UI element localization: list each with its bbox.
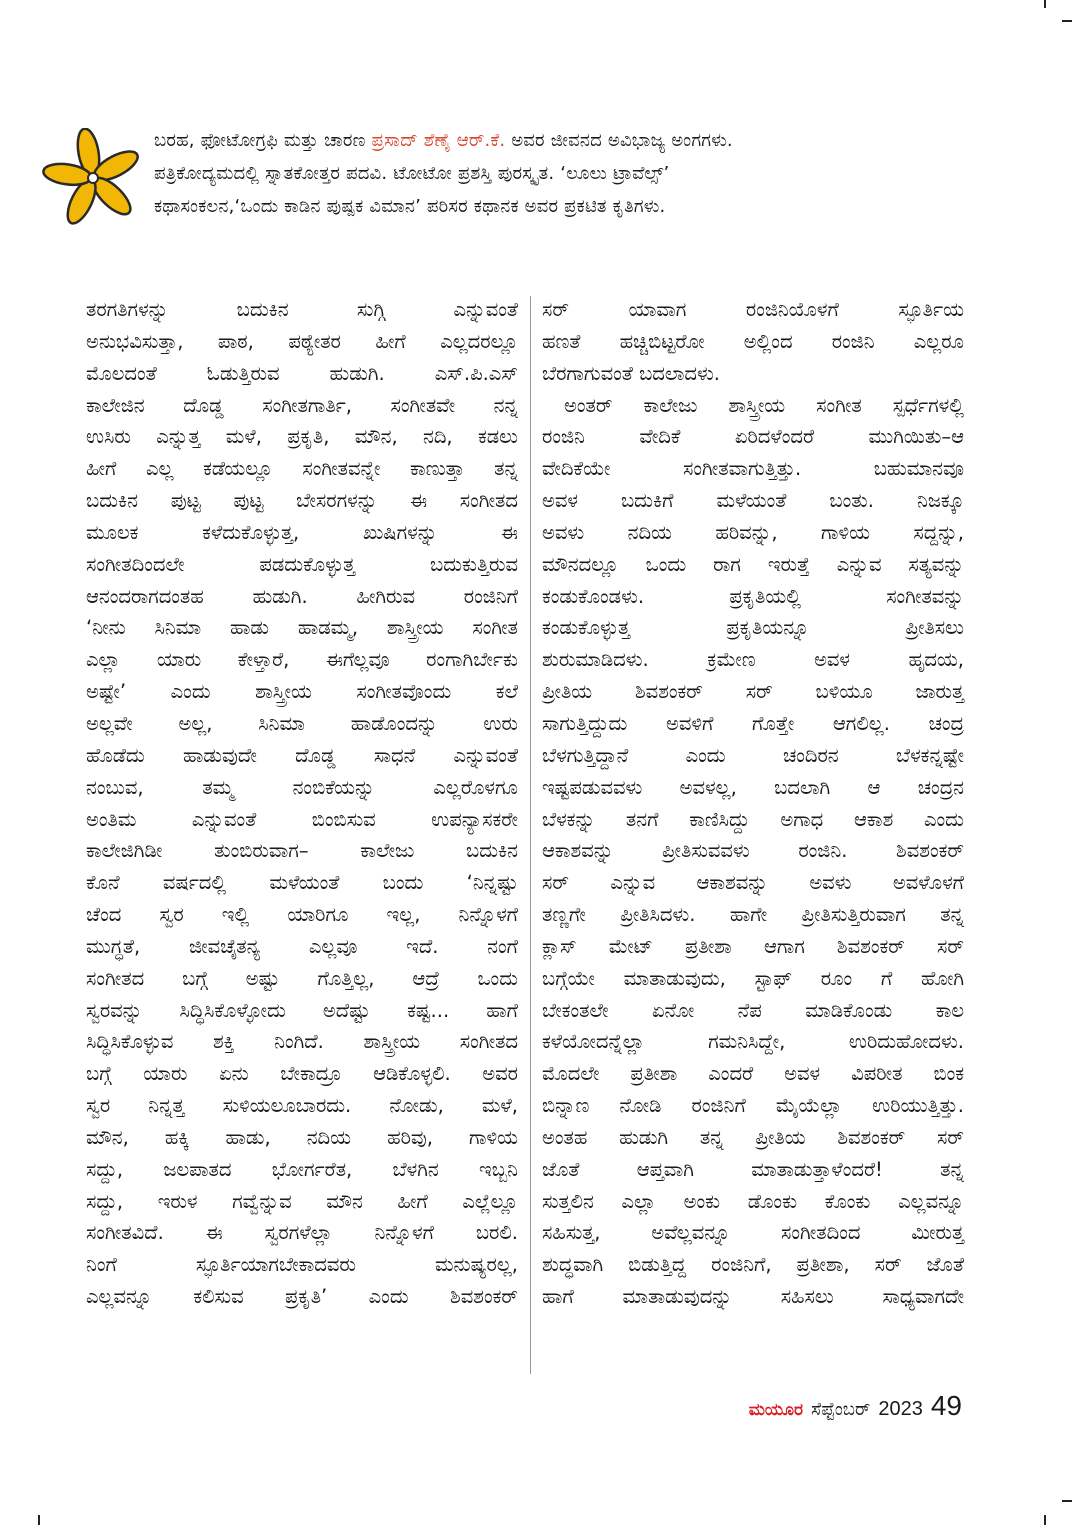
article-line: ನಂಬುವ, ತಮ್ಮ ನಂಬಿಕೆಯನ್ನು ಎಲ್ಲರೊಳಗೂ bbox=[86, 775, 518, 799]
article-line: ಕಾಲೇಜಿನ ದೊಡ್ಡ ಸಂಗೀತಗಾರ್ತಿ, ಸಂಗೀತವೇ ನನ್ನ bbox=[86, 393, 518, 417]
article-line: ಸದ್ದು, ಜಲಪಾತದ ಭೋರ್ಗರೆತ, ಬೆಳಗಿನ ಇಬ್ಬನಿ bbox=[86, 1157, 518, 1181]
article-line: ಹಣತೆ ಹಚ್ಚಿಬಿಟ್ಟರೋ ಅಲ್ಲಿಂದ ರಂಜಿನಿ ಎಲ್ಲರೂ bbox=[542, 329, 964, 353]
article-line: ಜೊತೆ ಆಪ್ತವಾಗಿ ಮಾತಾಡುತ್ತಾಳೆಂದರೆ! ತನ್ನ bbox=[542, 1157, 964, 1181]
bio-line-3-text: ಕಥಾಸಂಕಲನ,‘ಒಂದು ಕಾಡಿನ ಪುಷ್ಪಕ ವಿಮಾನ’ ಪರಿಸರ ಕಥಾನಕ ಅವರ ಪ್ರಕಟಿತ ಕೃತಿಗಳು. bbox=[154, 196, 666, 217]
article-line: ಸಂಗೀತದಿಂದಲೇ ಪಡದುಕೊಳ್ಳುತ್ತ ಬದುಕುತ್ತಿರುವ bbox=[86, 552, 518, 576]
article-line: ಅಂತಿಮ ಎನ್ನುವಂತೆ ಬಿಂಬಿಸುವ ಉಪನ್ಯಾಸಕರೇ bbox=[86, 807, 518, 831]
article-line: ಸದ್ದು, ಇರುಳ ಗವ್ವೆನ್ನುವ ಮೌನ ಹೀಗೆ ಎಲ್ಲೆಲ್ಲೂ bbox=[86, 1189, 518, 1213]
article-line: ಶುದ್ಧವಾಗಿ ಬಿಡುತ್ತಿದ್ದ ರಂಜಿನಿಗೆ, ಪ್ರತೀಶಾ, ಸರ್ ಜೊತೆ bbox=[542, 1253, 964, 1277]
article-line: ಎಲ್ಲಾ ಯಾರು ಕೇಳ್ತಾರೆ, ಈಗೆಲ್ಲವೂ ರಂಗಾಗಿರ್ಬೇಕು bbox=[86, 648, 518, 672]
flower-icon bbox=[38, 128, 148, 228]
article-line: ಅಂತರ್ ಕಾಲೇಜು ಶಾಸ್ತ್ರೀಯ ಸಂಗೀತ ಸ್ಪರ್ಧೆಗಳಲ್ಲಿ bbox=[564, 393, 964, 417]
article-line: ಕಳೆಯೋದನ್ನೆಲ್ಲಾ ಗಮನಿಸಿದ್ದೇ, ಉರಿದುಹೋದಳು. bbox=[542, 1030, 964, 1054]
article-line: ಅಷ್ಟೇ’ ಎಂದು ಶಾಸ್ತ್ರೀಯ ಸಂಗೀತವೊಂದು ಕಲೆ bbox=[86, 680, 518, 704]
article-line: ಮೊಲದಂತೆ ಓಡುತ್ತಿರುವ ಹುಡುಗಿ. ಎಸ್.ಪಿ.ಎಸ್ bbox=[86, 361, 518, 385]
article-line: ಹಾಗೆ ಮಾತಾಡುವುದನ್ನು ಸಹಿಸಲು ಸಾಧ್ಯವಾಗದೇ bbox=[542, 1285, 964, 1309]
article-line: ಬಗ್ಗೆ ಯಾರು ಏನು ಬೇಕಾದ್ರೂ ಆಡಿಕೊಳ್ಳಲಿ. ಅವರ bbox=[86, 1062, 518, 1086]
magazine-name: ಮಯೂರ bbox=[748, 1400, 803, 1420]
article-column-left bbox=[86, 294, 518, 1313]
article-line: ವೇದಿಕೆಯೇ ಸಂಗೀತವಾಗುತ್ತಿತ್ತು. ಬಹುಮಾನವೂ bbox=[542, 457, 964, 481]
article-line: ಕಂಡುಕೊಂಡಳು. ಪ್ರಕೃತಿಯಲ್ಲಿ ಸಂಗೀತವನ್ನು bbox=[542, 584, 964, 608]
article-line: ಅವಳು ನದಿಯ ಹರಿವನ್ನು, ಗಾಳಿಯ ಸದ್ದನ್ನು, bbox=[542, 520, 964, 544]
bio-line-3 bbox=[154, 190, 974, 223]
article-line: ಸಂಗೀತದ ಬಗ್ಗೆ ಅಷ್ಟು ಗೊತ್ತಿಲ್ಲ, ಆದ್ರೆ ಒಂದು bbox=[86, 966, 518, 990]
crop-mark-bottom-right bbox=[1044, 1515, 1046, 1525]
article-line: ಬಿನ್ನಾಣ ನೋಡಿ ರಂಜಿನಿಗೆ ಮೈಯೆಲ್ಲಾ ಉರಿಯುತ್ತಿತ್ತು. bbox=[542, 1094, 964, 1118]
article-line: ಮೊದಲೇ ಪ್ರತೀಶಾ ಎಂದರೆ ಅವಳ ವಿಪರೀತ ಬಿಂಕ bbox=[542, 1062, 964, 1086]
crop-mark-right-upper bbox=[1062, 20, 1072, 22]
article-line: ಇಷ್ಟಪಡುವವಳು ಅವಳಲ್ಲ, ಬದಲಾಗಿ ಆ ಚಂದ್ರನ bbox=[542, 775, 964, 799]
article-line: ಚೆಂದ ಸ್ವರ ಇಲ್ಲಿ ಯಾರಿಗೂ ಇಲ್ಲ, ನಿನ್ನೊಳಗೆ bbox=[86, 903, 518, 927]
article-line: ಪ್ರೀತಿಯ ಶಿವಶಂಕರ್ ಸರ್ ಬಳಿಯೂ ಜಾರುತ್ತ bbox=[542, 680, 964, 704]
article-line: ತಣ್ಣಗೇ ಪ್ರೀತಿಸಿದಳು. ಹಾಗೇ ಪ್ರೀತಿಸುತ್ತಿರುವಾಗ ತನ್ನ bbox=[542, 903, 964, 927]
page-number: 49 bbox=[930, 1390, 962, 1421]
article-line: ಅಲ್ಲವೇ ಅಲ್ಲ, ಸಿನಿಮಾ ಹಾಡೊಂದನ್ನು ಉರು bbox=[86, 711, 518, 735]
crop-mark-bottom-left bbox=[38, 1515, 40, 1525]
article-line: ಸ್ವರ ನಿನ್ನತ್ತ ಸುಳಿಯಲೂಬಾರದು. ನೋಡು, ಮಳೆ, bbox=[86, 1094, 518, 1118]
article-line: ಮೌನದಲ್ಲೂ ಒಂದು ರಾಗ ಇರುತ್ತೆ ಎನ್ನುವ ಸತ್ಯವನ್ನು bbox=[542, 552, 964, 576]
article-line: ಮುಗ್ಧತೆ, ಜೀವಚೈತನ್ಯ ಎಲ್ಲವೂ ಇದೆ. ನಂಗೆ bbox=[86, 934, 518, 958]
article-line: ಸಿದ್ಧಿಸಿಕೊಳ್ಳುವ ಶಕ್ತಿ ನಿಂಗಿದೆ. ಶಾಸ್ತ್ರೀಯ ಸಂಗೀತದ bbox=[86, 1030, 518, 1054]
article-line: ಸುತ್ತಲಿನ ಎಲ್ಲಾ ಅಂಕು ಡೊಂಕು ಕೊಂಕು ಎಲ್ಲವನ್ನೂ bbox=[542, 1189, 964, 1213]
issue-month: ಸೆಪ್ಟೆಂಬರ್ bbox=[810, 1399, 871, 1420]
article-line: ಶುರುಮಾಡಿದಳು. ಕ್ರಮೇಣ ಅವಳ ಹೃದಯ, bbox=[542, 648, 964, 672]
article-line: ಉಸಿರು ಎನ್ನುತ್ತ ಮಳೆ, ಪ್ರಕೃತಿ, ಮೌನ, ನದಿ, ಕಡಲು bbox=[86, 425, 518, 449]
article-line: ಆಕಾಶವನ್ನು ಪ್ರೀತಿಸುವವಳು ರಂಜಿನಿ. ಶಿವಶಂಕರ್ bbox=[542, 839, 964, 863]
article-line: ಅವಳ ಬದುಕಿಗೆ ಮಳೆಯಂತೆ ಬಂತು. ನಿಜಕ್ಕೂ bbox=[542, 489, 964, 513]
crop-mark-top-right bbox=[1044, 0, 1046, 8]
article-line: ಕಂಡುಕೊಳ್ಳುತ್ತ ಪ್ರಕೃತಿಯನ್ನೂ ಪ್ರೀತಿಸಲು bbox=[542, 616, 964, 640]
bio-line-2 bbox=[154, 157, 974, 190]
article-line: ಸಾಗುತ್ತಿದ್ದುದು ಅವಳಿಗೆ ಗೊತ್ತೇ ಆಗಲಿಲ್ಲ. ಚಂದ್ರ bbox=[542, 711, 964, 735]
crop-mark-right-lower bbox=[1062, 1500, 1072, 1502]
article-line: ಬೇಕಂತಲೇ ಏನೋ ನೆಪ ಮಾಡಿಕೊಂಡು ಕಾಲ bbox=[542, 998, 964, 1022]
article-line: ಅನುಭವಿಸುತ್ತಾ, ಪಾಠ, ಪಠ್ಯೇತರ ಹೀಗೆ ಎಲ್ಲದರಲ್ಲೂ bbox=[86, 329, 518, 353]
article-line: ಮೌನ, ಹಕ್ಕಿ ಹಾಡು, ನದಿಯ ಹರಿವು, ಗಾಳಿಯ bbox=[86, 1125, 518, 1149]
article-line: ಸರ್ ಯಾವಾಗ ರಂಜಿನಿಯೊಳಗೆ ಸ್ಫೂರ್ತಿಯ bbox=[542, 298, 964, 321]
article-line: ‘ನೀನು ಸಿನಿಮಾ ಹಾಡು ಹಾಡಮ್ಮ, ಶಾಸ್ತ್ರೀಯ ಸಂಗೀತ bbox=[86, 616, 518, 640]
article-line: ಹೀಗೆ ಎಲ್ಲ ಕಡೆಯಲ್ಲೂ ಸಂಗೀತವನ್ನೇ ಕಾಣುತ್ತಾ ತನ್ನ bbox=[86, 457, 518, 481]
article-line: ಹೊಡೆದು ಹಾಡುವುದೇ ದೊಡ್ಡ ಸಾಧನೆ ಎನ್ನುವಂತೆ bbox=[86, 743, 518, 767]
article-line: ಬೆರಗಾಗುವಂತೆ ಬದಲಾದಳು. bbox=[542, 361, 720, 385]
article-line: ಸಂಗೀತವಿದೆ. ಈ ಸ್ವರಗಳೆಲ್ಲಾ ನಿನ್ನೊಳಗೆ ಬರಲಿ. bbox=[86, 1221, 518, 1245]
article-line: ರಂಜಿನಿ ವೇದಿಕೆ ಏರಿದಳೆಂದರೆ ಮುಗಿಯಿತು–ಆ bbox=[542, 425, 964, 449]
article-line: ಕ್ಲಾಸ್ ಮೇಟ್ ಪ್ರತೀಶಾ ಆಗಾಗ ಶಿವಶಂಕರ್ ಸರ್ bbox=[542, 934, 964, 958]
bio-line-1-part-1: ಬರಹ, ಫೋಟೋಗ್ರಫಿ ಮತ್ತು ಚಾರಣ bbox=[154, 130, 372, 151]
author-bio-box bbox=[38, 120, 978, 230]
article-line: ಸಹಿಸುತ್ತ, ಅವೆಲ್ಲವನ್ನೂ ಸಂಗೀತದಿಂದ ಮೀರುತ್ತ bbox=[542, 1221, 964, 1245]
bio-line-1 bbox=[154, 124, 974, 157]
column-divider bbox=[530, 296, 531, 1374]
article-line: ಸರ್ ಎನ್ನುವ ಆಕಾಶವನ್ನು ಅವಳು ಅವಳೊಳಗೆ bbox=[542, 871, 964, 895]
page-footer bbox=[749, 1390, 962, 1422]
article-line: ಬೆಳಗುತ್ತಿದ್ದಾನೆ ಎಂದು ಚಂದಿರನ ಬೆಳಕನ್ನಷ್ಟೇ bbox=[542, 743, 964, 767]
bio-line-2-text: ಪತ್ರಿಕೋದ್ಯಮದಲ್ಲಿ ಸ್ನಾತಕೋತ್ತರ ಪದವಿ. ಟೋಟೋ ಪ್ರಶಸ್ತಿ ಪುರಸ್ಕೃತ. ‘ಲೂಲು ಟ್ರಾವೆಲ್ಸ್’ bbox=[154, 163, 670, 184]
article-line: ಕಾಲೇಜಿಗಿಡೀ ತುಂಬಿರುವಾಗ– ಕಾಲೇಜು ಬದುಕಿನ bbox=[86, 839, 518, 863]
issue-year: 2023 bbox=[878, 1398, 923, 1420]
article-line: ನಿಂಗೆ ಸ್ಫೂರ್ತಿಯಾಗಬೇಕಾದವರು ಮನುಷ್ಯರಲ್ಲ, bbox=[86, 1253, 518, 1277]
article-line: ಬದುಕಿನ ಪುಟ್ಟ ಪುಟ್ಟ ಬೇಸರಗಳನ್ನು ಈ ಸಂಗೀತದ bbox=[86, 489, 518, 513]
author-name: ಪ್ರಸಾದ್ ಶೆಣೈ ಆರ್.ಕೆ. bbox=[371, 130, 506, 151]
article-line: ಸ್ವರವನ್ನು ಸಿದ್ಧಿಸಿಕೊಳ್ಳೋದು ಅದೆಷ್ಟು ಕಷ್ಟ... ಹಾಗೆ bbox=[86, 998, 518, 1022]
article-line: ಆನಂದರಾಗದಂತಹ ಹುಡುಗಿ. ಹೀಗಿರುವ ರಂಜಿನಿಗೆ bbox=[86, 584, 518, 608]
article-line: ಕೊನೆ ವರ್ಷದಲ್ಲಿ ಮಳೆಯಂತೆ ಬಂದು ‘ನಿನ್ನಷ್ಟು bbox=[86, 871, 518, 895]
article-line: ಬೆಳಕನ್ನು ತನಗೆ ಕಾಣಿಸಿದ್ದು ಅಗಾಧ ಆಕಾಶ ಎಂದು bbox=[542, 807, 964, 831]
article-line: ಅಂತಹ ಹುಡುಗಿ ತನ್ನ ಪ್ರೀತಿಯ ಶಿವಶಂಕರ್ ಸರ್ bbox=[542, 1125, 964, 1149]
article-column-right bbox=[542, 294, 964, 1313]
article-line: ಮೂಲಕ ಕಳೆದುಕೊಳ್ಳುತ್ತ, ಖುಷಿಗಳನ್ನು ಈ bbox=[86, 520, 518, 544]
article-line: ಎಲ್ಲವನ್ನೂ ಕಲಿಸುವ ಪ್ರಕೃತಿ’ ಎಂದು ಶಿವಶಂಕರ್ bbox=[86, 1285, 518, 1309]
article-line: ತರಗತಿಗಳನ್ನು ಬದುಕಿನ ಸುಗ್ಗಿ ಎನ್ನುವಂತೆ bbox=[86, 298, 518, 321]
bio-line-1-part-3: ಅವರ ಜೀವನದ ಅವಿಭಾಜ್ಯ ಅಂಗಗಳು. bbox=[505, 130, 733, 151]
article-line: ಬಗ್ಗೆಯೇ ಮಾತಾಡುವುದು, ಸ್ಟಾಫ್ ರೂಂ ಗೆ ಹೋಗಿ bbox=[542, 966, 964, 990]
author-bio-text bbox=[154, 124, 974, 223]
